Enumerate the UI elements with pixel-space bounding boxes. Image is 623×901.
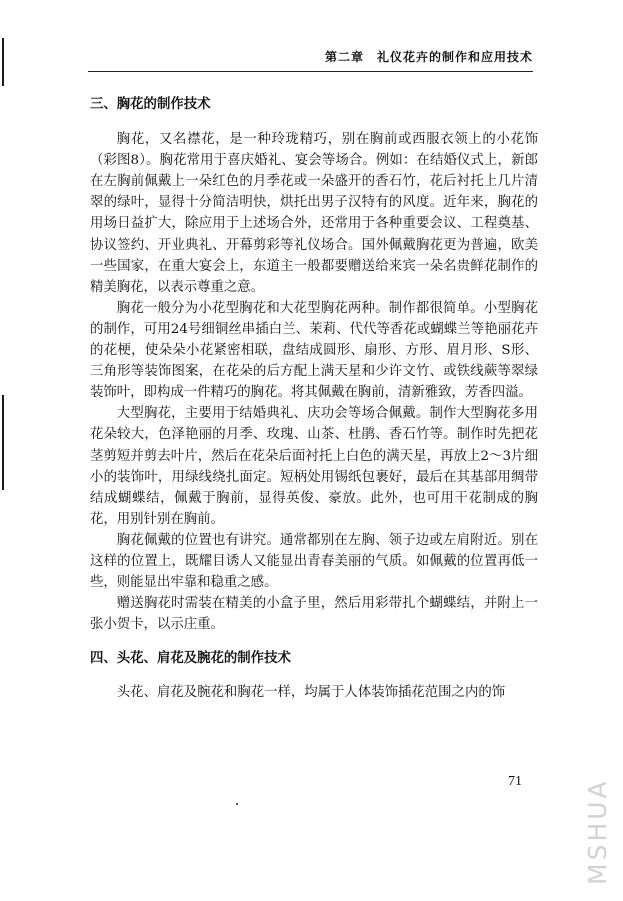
paragraph-4: 胸花佩戴的位置也有讲究。通常都别在左胸、领子边或左肩附近。别在这样的位置上，既耀目诱人又能显出青春美丽的气质。如佩戴的位置再低一些，则能显出牢靠和稳重之感。 [90,532,538,591]
scan-edge-line-bottom [2,395,4,490]
paragraph-5: 赠送胸花时需装在精美的小盒子里，然后用彩带扎个蝴蝶结，并附上一张小贺卡，以示庄重。 [90,596,538,633]
scan-edge-line-top [2,38,4,86]
page-number: 71 [508,774,522,789]
scan-speck [236,803,238,805]
paragraph-1: 胸花，又名襟花，是一种玲珑精巧，别在胸前或西服衣领上的小花饰（彩图8）。胸花常用于喜庆婚礼、宴会等场合。例如：在结婚仪式上，新郎在左胸前佩戴上一朵红色的月季花或一朵盛开的香石竹，花后衬托上几片清翠的绿叶，显得十分简洁明快，烘托出男子汉特有的风度。近年来，胸花的用场日益扩大，除应用于上述场合外，还常用于各种重要会议、工程奠基、协议签约、开业典礼、开幕剪彩等礼仪场合。国外佩戴胸花更为普遍，欧美一些国家，在重大宴会上，东道主一般都要赠送给来宾一朵名贵鲜花制作的精美胸花，以表示尊重之意。 [90,132,538,295]
paragraph-3: 大型胸花，主要用于结婚典礼、庆功会等场合佩戴。制作大型胸花多用花朵较大，色泽艳丽的月季、玫瑰、山茶、杜鹃、香石竹等。制作时先把花茎剪短并剪去叶片，然后在花朵后面衬托上白色的满天星，再放上2～3片细小的装饰叶，用绿线绕扎面定。短柄处用锡纸包裹好，最后在其基部用绸带结成蝴蝶结，佩戴于胸前，显得英俊、豪放。此外，也可用干花制成的胸花，用别针别在胸前。 [90,406,538,527]
running-head: 第二章 礼仪花卉的制作和应用技术 [88,49,533,72]
watermark: MSHUA [583,778,612,885]
paragraph-2: 胸花一般分为小花型胸花和大花型胸花两种。制作都很简单。小型胸花的制作，可用24号细铜丝串插白兰、茉莉、代代等香花或蝴蝶兰等艳丽花卉的花梗，使朵朵小花紧密相联，盘结成圆形、扇形、方形、眉月形、S形、三角形等装饰图案，在花朵的后方配上满天星和少许文竹、或铁线蕨等翠绿装饰叶，即构成一件精巧的胸花。将其佩戴在胸前，清新雅致，芳香四溢。 [90,300,538,401]
page-body [90,94,538,704]
paragraph-6: 头花、肩花及腕花和胸花一样，均属于人体装饰插花范围之内的饰 [116,685,506,701]
section-heading-3: 三、胸花的制作技术 [90,96,211,112]
section-heading-4: 四、头花、肩花及腕花的制作技术 [90,650,291,667]
